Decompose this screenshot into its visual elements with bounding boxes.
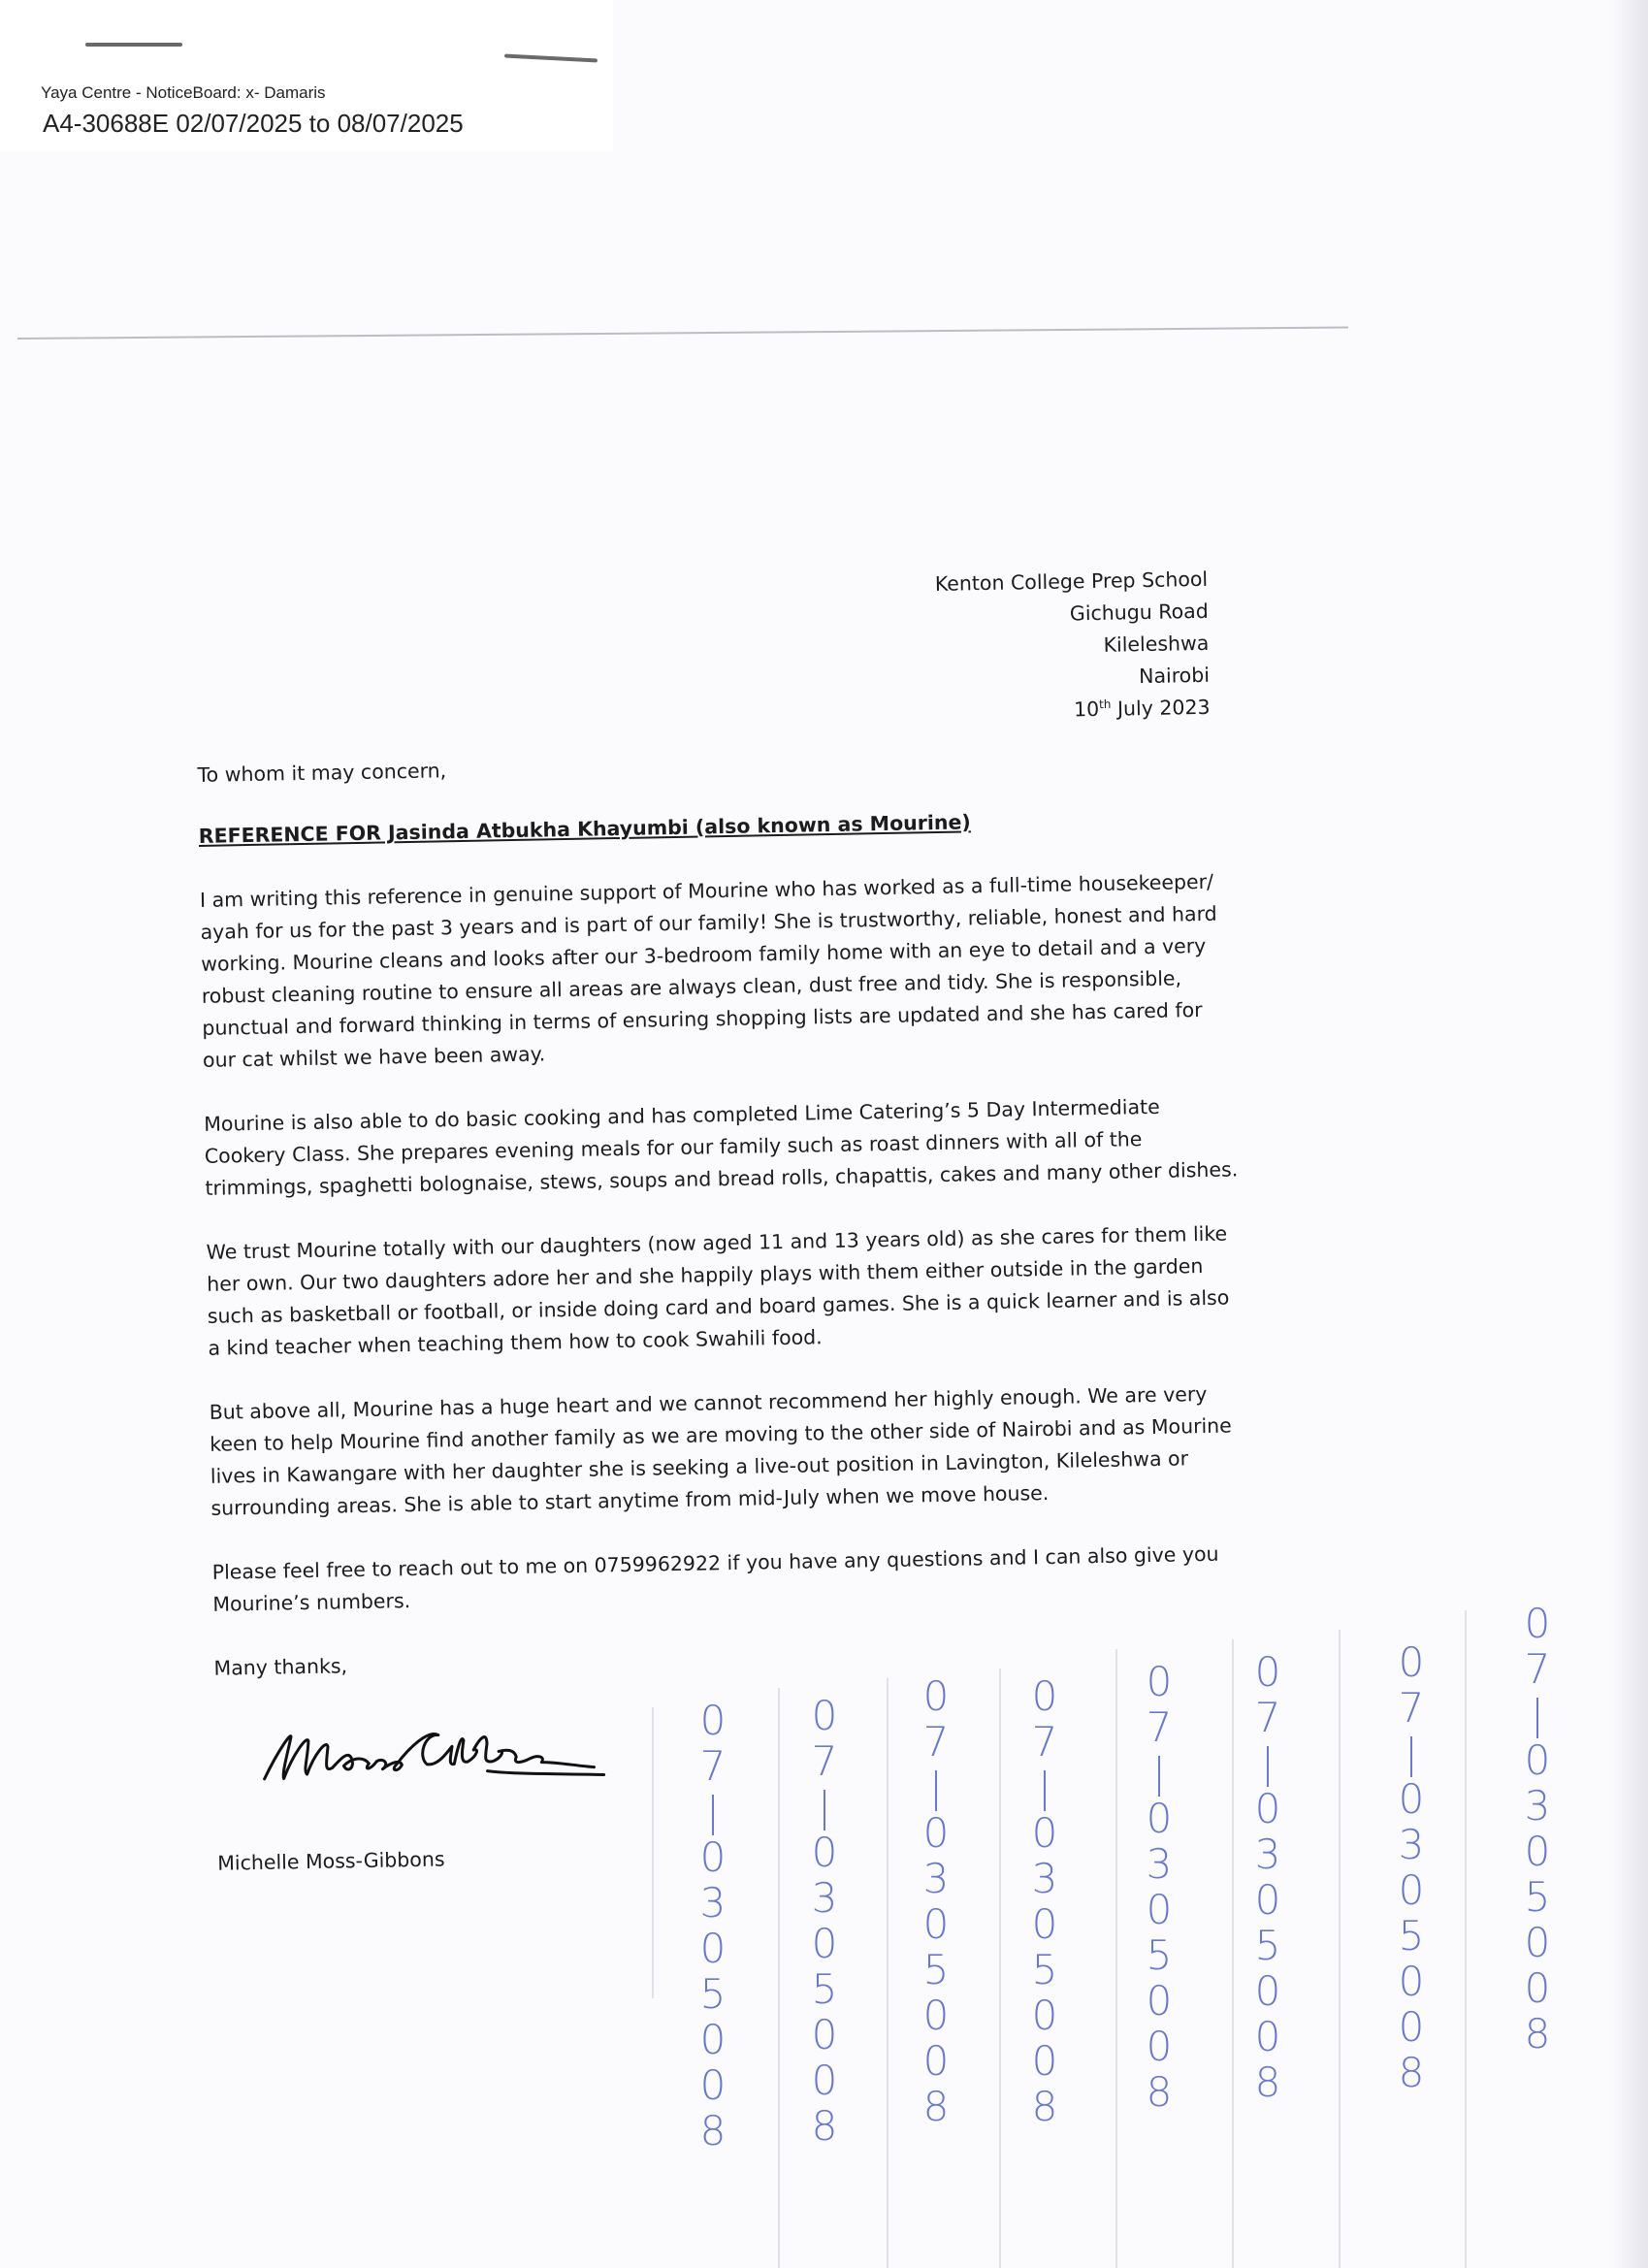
tab-divider (999, 1669, 1001, 2268)
phone-digit: 8 (1398, 2049, 1425, 2096)
phone-digit: 0 (1524, 1828, 1551, 1875)
letter-date: 10th July 2023 (1073, 695, 1211, 722)
paragraph: Please feel free to reach out to me on 0759962922 if you have any questions and I can also give you Mourine’s numbers. (211, 1541, 1219, 1616)
phone-digit: 0 (811, 1829, 838, 1876)
phone-digit: 7 (699, 1742, 727, 1790)
sticker-location-line: Yaya Centre - NoticeBoard: x- Damaris (41, 83, 326, 102)
phone-digit: 7 (1031, 1718, 1058, 1766)
phone-digit: 0 (1398, 2003, 1425, 2051)
phone-digit: | (1037, 1764, 1052, 1811)
phone-digit: 7 (1524, 1645, 1551, 1693)
phone-digit: 5 (1254, 1922, 1281, 1969)
phone-digit: 7 (1146, 1703, 1173, 1751)
phone-digit: 3 (1146, 1840, 1173, 1888)
phone-digit: 0 (922, 1992, 950, 2039)
phone-digit: 7 (1254, 1694, 1281, 1741)
paper-edge-shadow (1611, 0, 1648, 2268)
phone-digit: 0 (1398, 1958, 1425, 2005)
phone-digit: | (928, 1764, 944, 1811)
phone-digit: 0 (1031, 1900, 1058, 1948)
phone-digit: 0 (699, 1697, 727, 1744)
phone-digit: 5 (1398, 1912, 1425, 1960)
tear-off-phone-tab[interactable] (679, 1698, 747, 2154)
phone-digit: 8 (922, 2083, 950, 2130)
address-line: Gichugu Road (1069, 599, 1209, 626)
tear-off-phone-tab[interactable] (1234, 1649, 1302, 2105)
phone-digit: 3 (1254, 1831, 1281, 1878)
tear-off-phone-tab[interactable] (1377, 1639, 1445, 2095)
phone-digit: 0 (1254, 2013, 1281, 2060)
fold-line (17, 327, 1348, 340)
phone-digit: 0 (1146, 2023, 1173, 2070)
phone-digit: 0 (1031, 1992, 1058, 2039)
signoff: Many thanks, (213, 1654, 348, 1680)
tab-divider (1465, 1610, 1467, 2268)
phone-digit: 7 (922, 1718, 950, 1766)
salutation: To whom it may concern, (197, 759, 447, 787)
phone-digit: 3 (922, 1855, 950, 1902)
phone-digit: 0 (699, 2061, 727, 2109)
phone-digit: 0 (922, 1809, 950, 1857)
tear-off-phone-tab[interactable] (1125, 1659, 1193, 2115)
phone-digit: 0 (1146, 1977, 1173, 2025)
phone-digit: 5 (1524, 1873, 1551, 1921)
phone-digit: 0 (1146, 1886, 1173, 1933)
tear-off-phone-tab[interactable] (1503, 1601, 1571, 2057)
phone-digit: 0 (1146, 1658, 1173, 1705)
paragraph: I am writing this reference in genuine support of Mourine who has worked as a full-time housekeeper/ ayah for us for the past 3 years and is part of our family! She is trustworthy, reliable, honest and hard working. Mourine cleans and looks after our 3-bedroom family home with an eye to detail and a very robust cleaning routine to ensure all areas are always clean, dust free and tidy. She is responsible, punctual and forward thinking in terms of ensuring shopping lists are updated and she has cared for our cat whilst we have been away. (199, 869, 1217, 1072)
phone-digit: 0 (1398, 1638, 1425, 1686)
phone-digit: 5 (1146, 1931, 1173, 1979)
phone-digit: 0 (811, 2011, 838, 2058)
tear-off-phone-tab[interactable] (902, 1673, 970, 2129)
phone-digit: 0 (1524, 1600, 1551, 1647)
signer-name: Michelle Moss-Gibbons (216, 1847, 445, 1875)
phone-digit: 0 (1254, 1648, 1281, 1696)
phone-digit: 0 (1254, 1967, 1281, 2015)
tab-divider (778, 1688, 780, 2268)
phone-digit: 8 (1254, 2058, 1281, 2106)
phone-digit: 8 (1146, 2068, 1173, 2116)
phone-digit: 8 (1524, 2010, 1551, 2057)
phone-digit: 0 (699, 1833, 727, 1881)
phone-digit: 5 (699, 1970, 727, 2018)
phone-digit: 3 (1031, 1855, 1058, 1902)
letter-heading: REFERENCE FOR Jasinda Atbukha Khayumbi (also known as Mourine) (198, 810, 971, 848)
phone-digit: 3 (1398, 1821, 1425, 1868)
address-line: Kileleshwa (1103, 631, 1210, 657)
phone-digit: 0 (922, 1672, 950, 1720)
phone-digit: 3 (699, 1879, 727, 1927)
address-line: Kenton College Prep School (934, 567, 1209, 597)
handwritten-signature (253, 1704, 624, 1818)
phone-digit: 3 (1524, 1782, 1551, 1830)
phone-digit: 5 (1031, 1946, 1058, 1993)
tab-divider (887, 1678, 889, 2268)
phone-digit: 0 (811, 2057, 838, 2104)
tab-divider (1339, 1630, 1341, 2268)
phone-digit: | (1151, 1749, 1167, 1797)
phone-digit: | (1260, 1739, 1276, 1787)
address-line: Nairobi (1138, 663, 1211, 689)
sticker-ref-dates: A4-30688E 02/07/2025 to 08/07/2025 (43, 109, 464, 138)
tab-divider (652, 1707, 654, 1998)
phone-digit: 0 (699, 2016, 727, 2063)
phone-digit: 0 (1031, 2037, 1058, 2085)
phone-digit: 8 (1031, 2083, 1058, 2130)
phone-digit: 0 (922, 2037, 950, 2085)
phone-digit: 8 (811, 2102, 838, 2150)
staple-left (85, 43, 182, 47)
phone-digit: 3 (811, 1874, 838, 1922)
paragraph: We trust Mourine totally with our daughters (now aged 11 and 13 years old) as she cares for them like her own. Our two daughters adore her and she happily plays with them either outside in the garden such as basketball or football, or inside doing card and board games. She is a quick learner and is also a kind teacher when teaching them how to cook Swahili food. (206, 1221, 1230, 1360)
phone-digit: 0 (1031, 1809, 1058, 1857)
staple-right (504, 53, 598, 62)
phone-digit: 0 (1254, 1876, 1281, 1924)
phone-digit: 0 (1524, 1736, 1551, 1784)
phone-digit: 0 (1031, 1672, 1058, 1720)
noticeboard-sticker (0, 0, 613, 151)
phone-digit: 0 (811, 1920, 838, 1967)
phone-digit: 0 (699, 1925, 727, 1972)
phone-digit: 0 (1524, 1964, 1551, 2012)
reference-letter (194, 563, 1265, 1880)
paragraph: Mourine is also able to do basic cooking and has completed Lime Catering’s 5 Day Intermediate Cookery Class. She prepares evening meals for our family such as roast dinners with all of the trimmings, spaghetti bolognaise, stews, soups and bread rolls, chapattis, cakes and many other dishes. (204, 1094, 1239, 1200)
phone-digit: 0 (922, 1900, 950, 1948)
phone-digit: | (817, 1783, 832, 1831)
tear-off-phone-tab[interactable] (1011, 1673, 1079, 2129)
phone-digit: 5 (811, 1965, 838, 2013)
phone-digit: 0 (1398, 1866, 1425, 1914)
tear-off-phone-tab[interactable] (791, 1693, 858, 2149)
phone-digit: 0 (811, 1692, 838, 1739)
phone-digit: 8 (699, 2107, 727, 2155)
phone-digit: 0 (1524, 1919, 1551, 1966)
phone-digit: 7 (1398, 1684, 1425, 1732)
phone-digit: | (1530, 1691, 1545, 1738)
phone-digit: | (1404, 1730, 1419, 1777)
phone-digit: 7 (811, 1737, 838, 1785)
phone-digit: 0 (1254, 1785, 1281, 1832)
sender-address (194, 564, 1211, 742)
tab-divider (1115, 1649, 1117, 2268)
phone-digit: 0 (1398, 1775, 1425, 1823)
phone-digit: 5 (922, 1946, 950, 1993)
phone-digit: 0 (1146, 1795, 1173, 1842)
phone-digit: | (705, 1788, 721, 1835)
paragraph: But above all, Mourine has a huge heart and we cannot recommend her highly enough. We are very keen to help Mourine find another family as we are moving to the other side of Nairobi and as Mourine lives in Kawangare with her daughter she is seeking a live-out position in Lavington, Kileleshwa or surrounding areas. She is able to start anytime from mid-July when we move house. (209, 1382, 1233, 1520)
